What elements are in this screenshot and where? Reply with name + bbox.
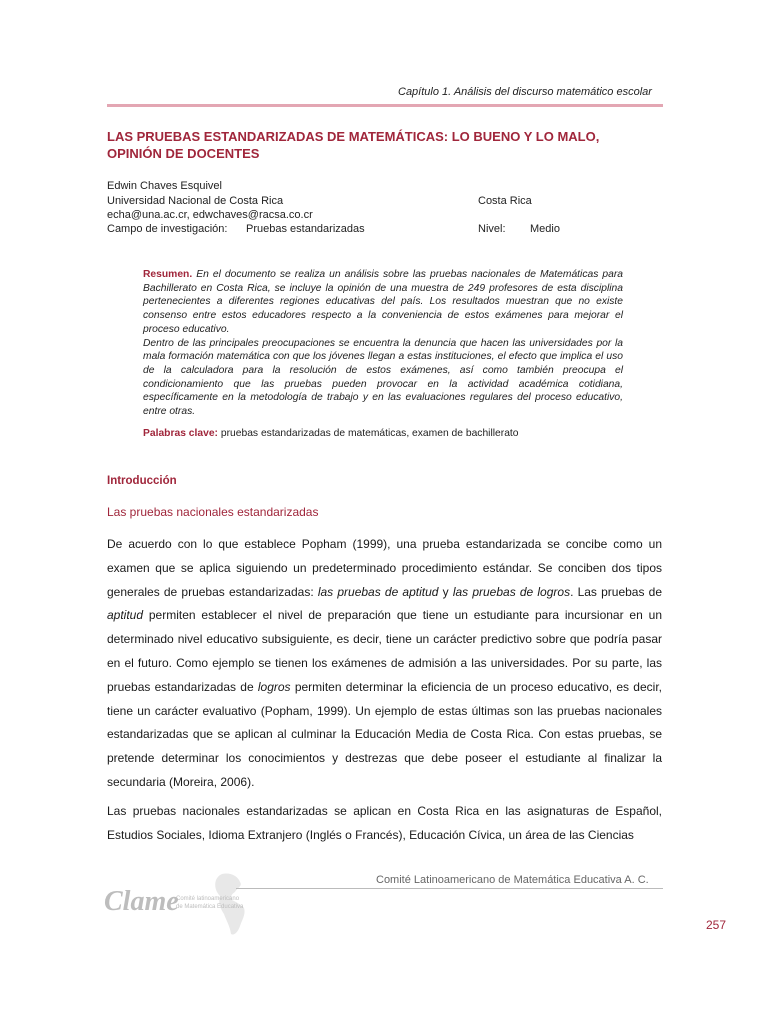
author-name: Edwin Chaves Esquivel (107, 180, 222, 192)
body-text: Las pruebas nacionales estandarizadas se aplican en Costa Rica en las asignaturas de Español, Estudios Sociales, Idioma Extranjero (Inglés o Francés), Educación Cívica, un área de las Ciencias (107, 804, 662, 842)
keywords-text: pruebas estandarizadas de matemáticas, examen de bachillerato (220, 428, 519, 439)
body-emphasis: las pruebas de logros (452, 584, 571, 599)
body-text: De acuerdo con lo que establece Popham (1999), una prueba estandarizada se concibe como un examen que se aplica siguiendo un predeterminado procedimiento estándar. Se conciben dos tipos generales de pruebas estandarizadas: (107, 537, 662, 599)
body-text: permiten establecer el nivel de preparación que tiene un estudiante para incursionar en un determinado nivel educativo subsiguiente, es decir, tiene un carácter predictivo sobre que podría pasar en el futuro. Como ejemplo se tienen los exámenes de admisión a las universidades. Por su parte, las pruebas estandarizadas de (107, 608, 662, 694)
field-label: Campo de investigación: (107, 223, 228, 235)
abstract-paragraph-1: En el documento se realiza un análisis sobre las pruebas nacionales de Matemáticas para Bachillerato en Costa Rica, se incluye la opinión de una muestra de 249 profesores de esta disciplina pertenecientes a diferentes regiones educativas del país. Los resultados muestran que no existe consenso entre estos educadores respecto a la conveniencia de estos exámenes para mejorar el proceso educativo. (143, 269, 623, 335)
footer-rule (236, 888, 663, 889)
running-head: Capítulo 1. Análisis del discurso matemático escolar (398, 86, 652, 98)
body-emphasis: aptitud (107, 608, 144, 623)
body-emphasis: logros (257, 679, 291, 694)
logo-tagline-1: Comité latinoamericano (176, 896, 240, 902)
clame-logo (104, 872, 264, 938)
abstract (143, 268, 623, 419)
body-text: y (438, 584, 453, 599)
field-value: Pruebas estandarizadas (246, 223, 365, 235)
subsection-heading: Las pruebas nacionales estandarizadas (107, 505, 319, 519)
abstract-label: Resumen. (143, 269, 193, 280)
body-text: . Las pruebas de (570, 584, 662, 599)
level-value: Medio (530, 223, 560, 235)
body-paragraph-1 (107, 533, 662, 795)
americas-map-icon (104, 872, 264, 938)
author-country: Costa Rica (478, 195, 532, 207)
keywords-label: Palabras clave: (143, 428, 218, 439)
logo-tagline-2: de Matemática Educativa (176, 904, 244, 910)
body-paragraph-2 (107, 800, 662, 848)
author-emails[interactable]: echa@una.ac.cr, edwchaves@racsa.co.cr (107, 209, 313, 221)
paper-title: LAS PRUEBAS ESTANDARIZADAS DE MATEMÁTICAS: LO BUENO Y LO MALO, OPINIÓN DE DOCENTES (107, 129, 600, 161)
level-label: Nivel: (478, 223, 506, 235)
body-emphasis: las pruebas de aptitud (317, 584, 439, 599)
author-institution: Universidad Nacional de Costa Rica (107, 195, 284, 207)
page-number: 257 (706, 918, 727, 932)
abstract-paragraph-2: Dentro de las principales preocupaciones se encuentra la denuncia que hacen las universidades por la mala formación matemática con que los jóvenes llegan a estas instituciones, el efecto que implica el uso de la calculadora para la resolución de estos exámenes, así como también preocupa el condicionamiento que las pruebas pueden provocar en la actividad académica cotidiana, específicamente en la metodología de trabajo y en las evaluaciones regulares del proceso educativo, entre otras. (143, 337, 623, 418)
header-rule (107, 104, 663, 107)
logo-word: Clame (104, 886, 179, 917)
footer-text: Comité Latinoamericano de Matemática Educativa A. C. (376, 874, 649, 886)
section-heading: Introducción (107, 475, 177, 487)
body-text: permiten determinar la eficiencia de un proceso educativo, es decir, tiene un carácter evaluativo (Popham, 1999). Un ejemplo de estas últimas son las pruebas nacionales estandarizadas que se aplican al culminar la Educación Media de Costa Rica. Con estas pruebas, se pretende determinar los conocimientos y destrezas que debe poseer el estudiante al finalizar la secundaria (Moreira, 2006). (107, 679, 662, 789)
keywords (143, 428, 623, 439)
